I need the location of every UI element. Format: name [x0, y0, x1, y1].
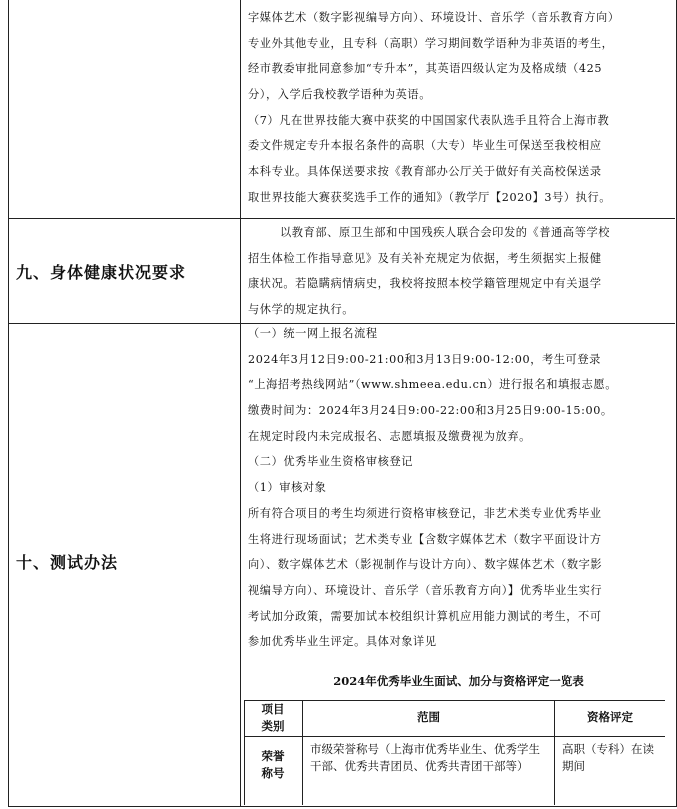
- header-category: 项目类别: [261, 702, 285, 733]
- row-category: 荣誉称号: [261, 749, 285, 780]
- section-10-title: 十、测试办法: [16, 553, 119, 572]
- text-line: 字媒体艺术（数字影视编导方向）、环境设计、音乐学（音乐教育方向）: [248, 11, 620, 24]
- text-line: 取世界技能大赛获奖选手工作的通知》（教学厅【2020】3号）执行。: [248, 190, 612, 204]
- text-line: 参加优秀毕业生评定。具体对象详见: [248, 635, 437, 649]
- table-header-divider: [244, 736, 665, 737]
- text-line: 所有符合项目的考生均须进行资格审核登记，非艺术类专业优秀毕业: [248, 506, 602, 520]
- text-line: 缴费时间为：2024年3月24日9:00-22:00和3月25日9:00-15:00。: [248, 404, 613, 418]
- text-line: 委文件规定专升本报名条件的高职（大专）毕业生可保送至我校相应: [248, 139, 602, 153]
- section-10-text: [248, 321, 617, 655]
- text-line: 考试加分政策，需要加试本校组织计算机应用能力测试的考生，不可: [248, 609, 602, 623]
- inner-table-title: 2024年优秀毕业生面试、加分与资格评定一览表: [333, 674, 584, 688]
- text-line: （二）优秀毕业生资格审核登记: [248, 455, 414, 469]
- table-border-left: [244, 700, 245, 805]
- text-line: 生将进行现场面试；艺术类专业【含数字媒体艺术（数字平面设计方: [248, 532, 602, 546]
- top-row-text: [248, 5, 620, 211]
- qualification-table: [244, 700, 665, 805]
- section-9-title: 九、身体健康状况要求: [16, 263, 187, 282]
- text-line: “上海招考热线网站”（www.shmeea.edu.cn）进行报名和填报志愿。: [248, 378, 617, 392]
- text-line: 与休学的规定执行。: [248, 303, 355, 317]
- text-line: 以教育部、原卫生部和中国残疾人联合会印发的《普通高等学校: [280, 226, 611, 239]
- text-line: 招生体检工作指导意见》及有关补充规定为依据，考生须据实上报健: [248, 251, 602, 265]
- text-line: （7）凡在世界技能大赛中获奖的中国国家代表队选手且符合上海市教: [248, 113, 610, 127]
- text-line: （一）统一网上报名流程: [248, 327, 378, 340]
- header-qualification: 资格评定: [587, 710, 633, 724]
- text-line: 分），入学后我校教学语种为英语。: [248, 88, 432, 102]
- text-line: 经市教委审批同意参加“专升本”，其英语四级认定为及格成绩（425: [248, 62, 603, 76]
- table-border-top: [244, 700, 665, 701]
- row-divider-1: [8, 218, 675, 219]
- text-line: 向）、数字媒体艺术（影视制作与设计方向）、数字媒体艺术（数字影: [248, 558, 603, 572]
- text-line: （1）审核对象: [248, 481, 327, 495]
- row-scope: 市级荣誉称号（上海市优秀毕业生、优秀学生干部、优秀共青团员、优秀共青团干部等）: [310, 742, 540, 773]
- text-line: 专业外其他专业，且专科（高职）学习期间数学语种为非英语的考生，: [248, 36, 614, 50]
- header-scope: 范围: [417, 710, 440, 724]
- text-line: 本科专业。具体保送要求按《教育部办公厅关于做好有关高校保送录: [248, 165, 602, 179]
- text-line: 2024年3月12日9:00-21:00和3月13日9:00-12:00，考生可登录: [248, 352, 601, 366]
- text-line: 视编导方向）、环境设计、音乐学（音乐教育方向）】优秀毕业生实行: [248, 583, 603, 597]
- section-9-text: [248, 220, 610, 323]
- text-line: 在规定时段内未完成报名、志愿填报及缴费视为放弃。: [248, 429, 531, 443]
- text-line: 康状况。若隐瞒病情病史，我校将按照本校学籍管理规定中有关退学: [248, 277, 602, 291]
- row-qualification: 高职（专科）在读期间: [562, 742, 654, 773]
